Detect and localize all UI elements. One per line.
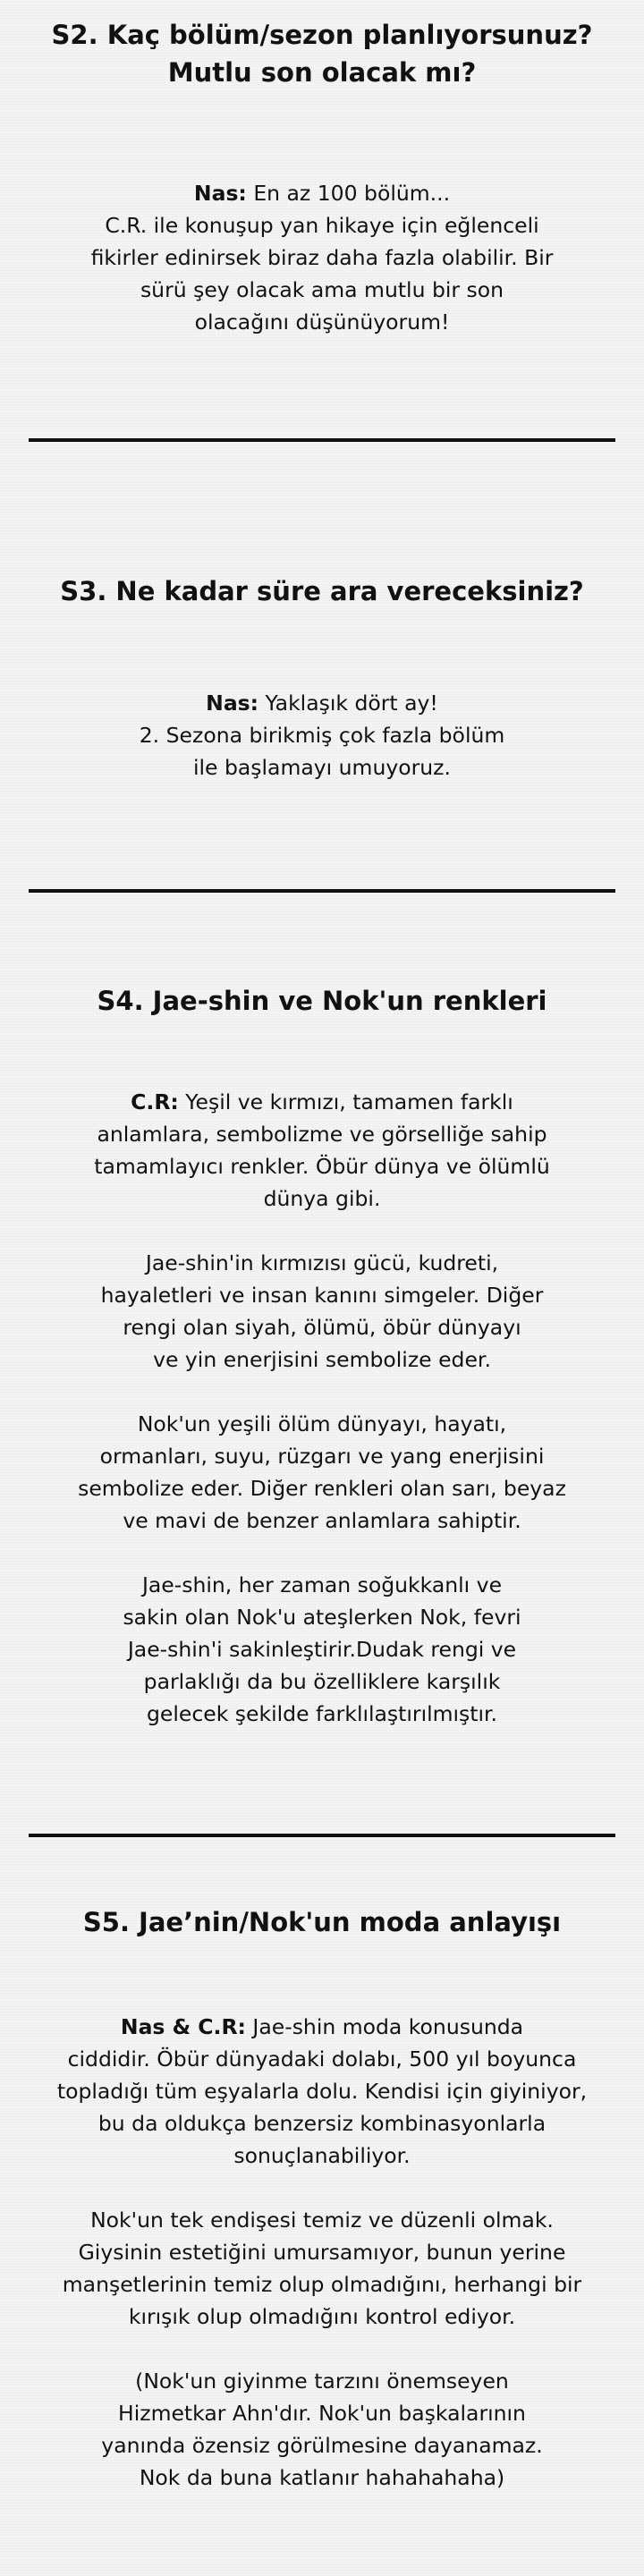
heading-line: S2. Kaç bölüm/sezon planlıyorsunuz?: [51, 20, 593, 50]
answer-line: tamamlayıcı renkler. Öbür dünya ve ölümlü: [94, 1154, 550, 1179]
answer-line: gelecek şekilde farklılaştırılmıştır.: [146, 1701, 498, 1726]
answer-line: parlaklığı da bu özelliklere karşılık: [143, 1669, 501, 1694]
answer-first-line: [36, 177, 608, 209]
answer-paragraph: [36, 2204, 608, 2333]
answer-text: Jae-shin moda konusunda: [245, 2014, 524, 2039]
answer-line: ciddidir. Öbür dünyadaki dolabı, 500 yıl boyunca: [67, 2046, 577, 2072]
section-heading: [0, 1903, 644, 1941]
answer-line: fikirler edinirsek biraz daha fazla olabilir. Bir: [90, 245, 554, 270]
answer-block: [36, 1086, 608, 1730]
answer-text: En az 100 bölüm...: [246, 181, 451, 206]
answer-line: 2. Sezona birikmiş çok fazla bölüm: [139, 723, 505, 748]
answer-first-line: [36, 2011, 608, 2043]
answer-line: Jae-shin'i sakinleştirir.Dudak rengi ve: [127, 1637, 517, 1662]
answer-line: olacağını düşünüyorum!: [194, 309, 450, 335]
answer-block: [36, 687, 608, 784]
answer-line: rengi olan siyah, ölümü, öbür dünyayı: [123, 1315, 521, 1340]
speaker-label: C.R:: [131, 1089, 179, 1114]
answer-paragraph: [36, 1247, 608, 1376]
section-divider: [29, 889, 615, 893]
answer-line: C.R. ile konuşup yan hikaye için eğlenceli: [105, 213, 539, 238]
answer-first-line: [36, 687, 608, 719]
answer-line: Nok'un tek endişesi temiz ve düzenli olmak.: [90, 2207, 554, 2233]
answer-line: sürü şey olacak ama mutlu bir son: [140, 277, 504, 302]
answer-line: Hizmetkar Ahn'dır. Nok'un başkalarının: [118, 2401, 526, 2426]
answer-line: manşetlerinin temiz olup olmadığını, herhangi bir: [62, 2272, 582, 2297]
heading-line: S3. Ne kadar süre ara vereceksiniz?: [60, 576, 584, 606]
answer-line: dünya gibi.: [263, 1186, 381, 1211]
answer-paragraph: [36, 177, 608, 338]
heading-line: Mutlu son olacak mı?: [167, 57, 477, 88]
section-divider: [29, 438, 615, 442]
answer-first-line: [36, 1086, 608, 1118]
section-heading: [0, 982, 644, 1020]
answer-text: Yeşil ve kırmızı, tamamen farklı: [178, 1089, 513, 1114]
answer-paragraph: [36, 1086, 608, 1215]
answer-line: hayaletleri ve insan kanını simgeler. Diğer: [100, 1283, 544, 1308]
section-divider: [29, 1834, 615, 1837]
answer-paragraph: [36, 2011, 608, 2172]
answer-line: topladığı tüm eşyalarla dolu. Kendisi için giyiniyor,: [56, 2079, 588, 2104]
answer-block: [36, 177, 608, 338]
answer-line: Nok da buna katlanır hahahahaha): [139, 2465, 505, 2490]
answer-line: anlamlara, sembolizme ve görselliğe sahip: [97, 1122, 547, 1147]
heading-line: S4. Jae-shin ve Nok'un renkleri: [97, 986, 547, 1016]
answer-line: ormanları, suyu, rüzgarı ve yang enerjisini: [99, 1444, 545, 1469]
speaker-label: Nas:: [193, 181, 247, 206]
section-heading: [0, 572, 644, 610]
heading-line: S5. Jae’nin/Nok'un moda anlayışı: [82, 1907, 562, 1937]
answer-paragraph: [36, 1408, 608, 1537]
answer-paragraph: [36, 687, 608, 784]
answer-line: sembolize eder. Diğer renkleri olan sarı, beyaz: [78, 1476, 566, 1501]
section-heading: [0, 16, 644, 91]
answer-line: Jae-shin'in kırmızısı gücü, kudreti,: [145, 1250, 499, 1275]
answer-line: Giysinin estetiğini umursamıyor, bunun yerine: [78, 2240, 566, 2265]
answer-line: sonuçlanabiliyor.: [233, 2143, 411, 2168]
answer-line: ve mavi de benzer anlamlara sahiptir.: [123, 1508, 521, 1533]
speaker-label: Nas & C.R:: [120, 2014, 246, 2039]
answer-line: sakin olan Nok'u ateşlerken Nok, fevri: [123, 1605, 521, 1630]
answer-paragraph: [36, 1569, 608, 1730]
answer-line: kırışık olup olmadığını kontrol ediyor.: [128, 2304, 516, 2329]
answer-block: [36, 2011, 608, 2494]
answer-line: ile başlamayı umuyoruz.: [192, 755, 451, 780]
answer-text: Yaklaşık dört ay!: [258, 691, 438, 716]
answer-line: ve yin enerjisini sembolize eder.: [153, 1347, 491, 1372]
answer-line: Jae-shin, her zaman soğukkanlı ve: [141, 1572, 503, 1597]
answer-line: bu da oldukça benzersiz kombinasyonlarla: [97, 2111, 547, 2136]
speaker-label: Nas:: [206, 691, 259, 716]
answer-paragraph: [36, 2365, 608, 2494]
answer-line: (Nok'un giyinme tarzını önemseyen: [135, 2368, 509, 2394]
answer-line: yanında özensiz görülmesine dayanamaz.: [101, 2433, 543, 2458]
answer-line: Nok'un yeşili ölüm dünyayı, hayatı,: [137, 1411, 507, 1436]
